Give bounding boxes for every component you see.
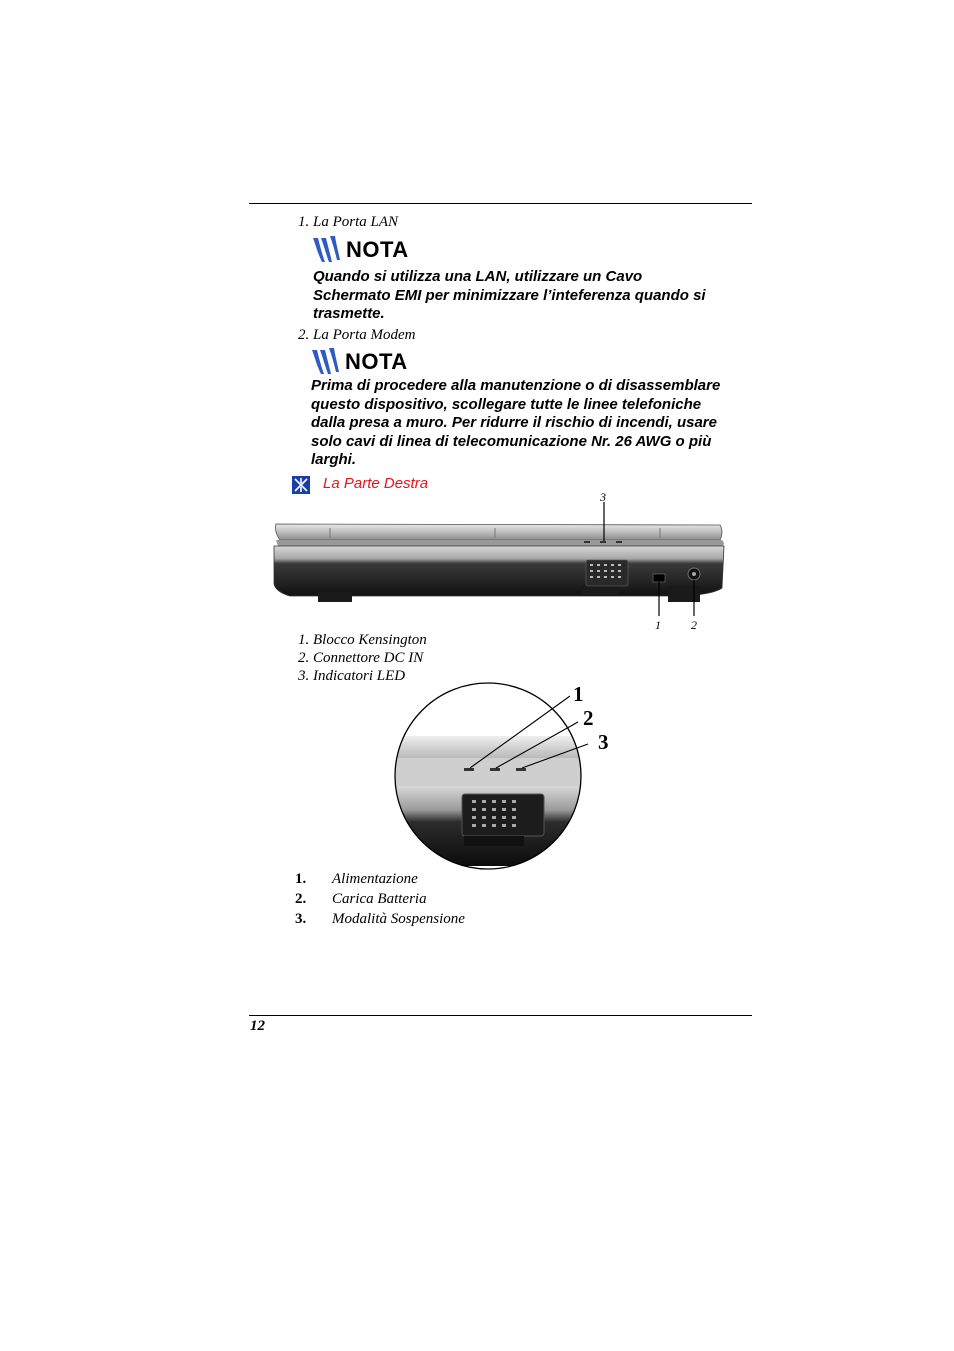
right-item-kensington: 1. Blocco Kensington	[298, 632, 427, 648]
note-line: dalla presa a muro. Per ridurre il rischio di incendi, usare	[311, 414, 717, 431]
led-callout-1: 1	[573, 682, 584, 706]
note-label: NOTA	[346, 237, 409, 262]
list-item	[295, 890, 595, 908]
list-item-number: 1.	[295, 871, 307, 887]
callout-2: 2	[691, 618, 697, 632]
item-modem-port: 2. La Porta Modem	[298, 327, 416, 343]
list-item-label: Modalità Sospensione	[332, 911, 465, 927]
right-item-dc-in: 2. Connettore DC IN	[298, 650, 424, 666]
item-lan-port: 1. La Porta LAN	[298, 214, 399, 230]
note-icon	[310, 236, 342, 264]
right-item-led: 3. Indicatori LED	[298, 668, 406, 684]
led-closeup-figure	[392, 682, 622, 872]
laptop-right-side-figure	[270, 488, 730, 638]
note-text-lan	[313, 268, 753, 324]
laptop-right-side-drawing	[270, 488, 730, 638]
note-line: Prima di procedere alla manutenzione o di disassemblare	[311, 377, 721, 394]
note-line: Schermato EMI per minimizzare l’inteferenza quando si	[313, 286, 706, 304]
note-line: solo cavi di linea di telecomunicazione Nr. 26 AWG o più	[311, 432, 712, 450]
list-item-number: 3.	[295, 911, 307, 927]
note-icon	[309, 348, 341, 376]
list-item	[295, 870, 595, 888]
callout-3: 3	[600, 490, 606, 504]
list-item-number: 2.	[295, 891, 307, 907]
list-item-label: Carica Batteria	[332, 891, 427, 907]
note-label: NOTA	[345, 349, 408, 374]
led-callout-2: 2	[583, 706, 594, 730]
list-item	[295, 910, 595, 928]
note-line: Quando si utilizza una LAN, utilizzare un Cavo	[313, 268, 643, 285]
callout-1: 1	[655, 618, 661, 632]
note-line: larghi.	[311, 451, 357, 468]
note-line: questo dispositivo, scollegare tutte le linee telefoniche	[311, 395, 702, 413]
note-text-modem	[311, 377, 756, 470]
page-number: 12	[250, 1018, 265, 1034]
header-rule	[249, 203, 752, 204]
section-title: La Parte Destra	[323, 475, 429, 492]
footer-rule	[249, 1015, 752, 1016]
led-callout-3: 3	[598, 730, 609, 754]
led-list	[295, 870, 595, 930]
list-item-label: Alimentazione	[332, 871, 418, 887]
note-line: trasmette.	[313, 305, 385, 322]
